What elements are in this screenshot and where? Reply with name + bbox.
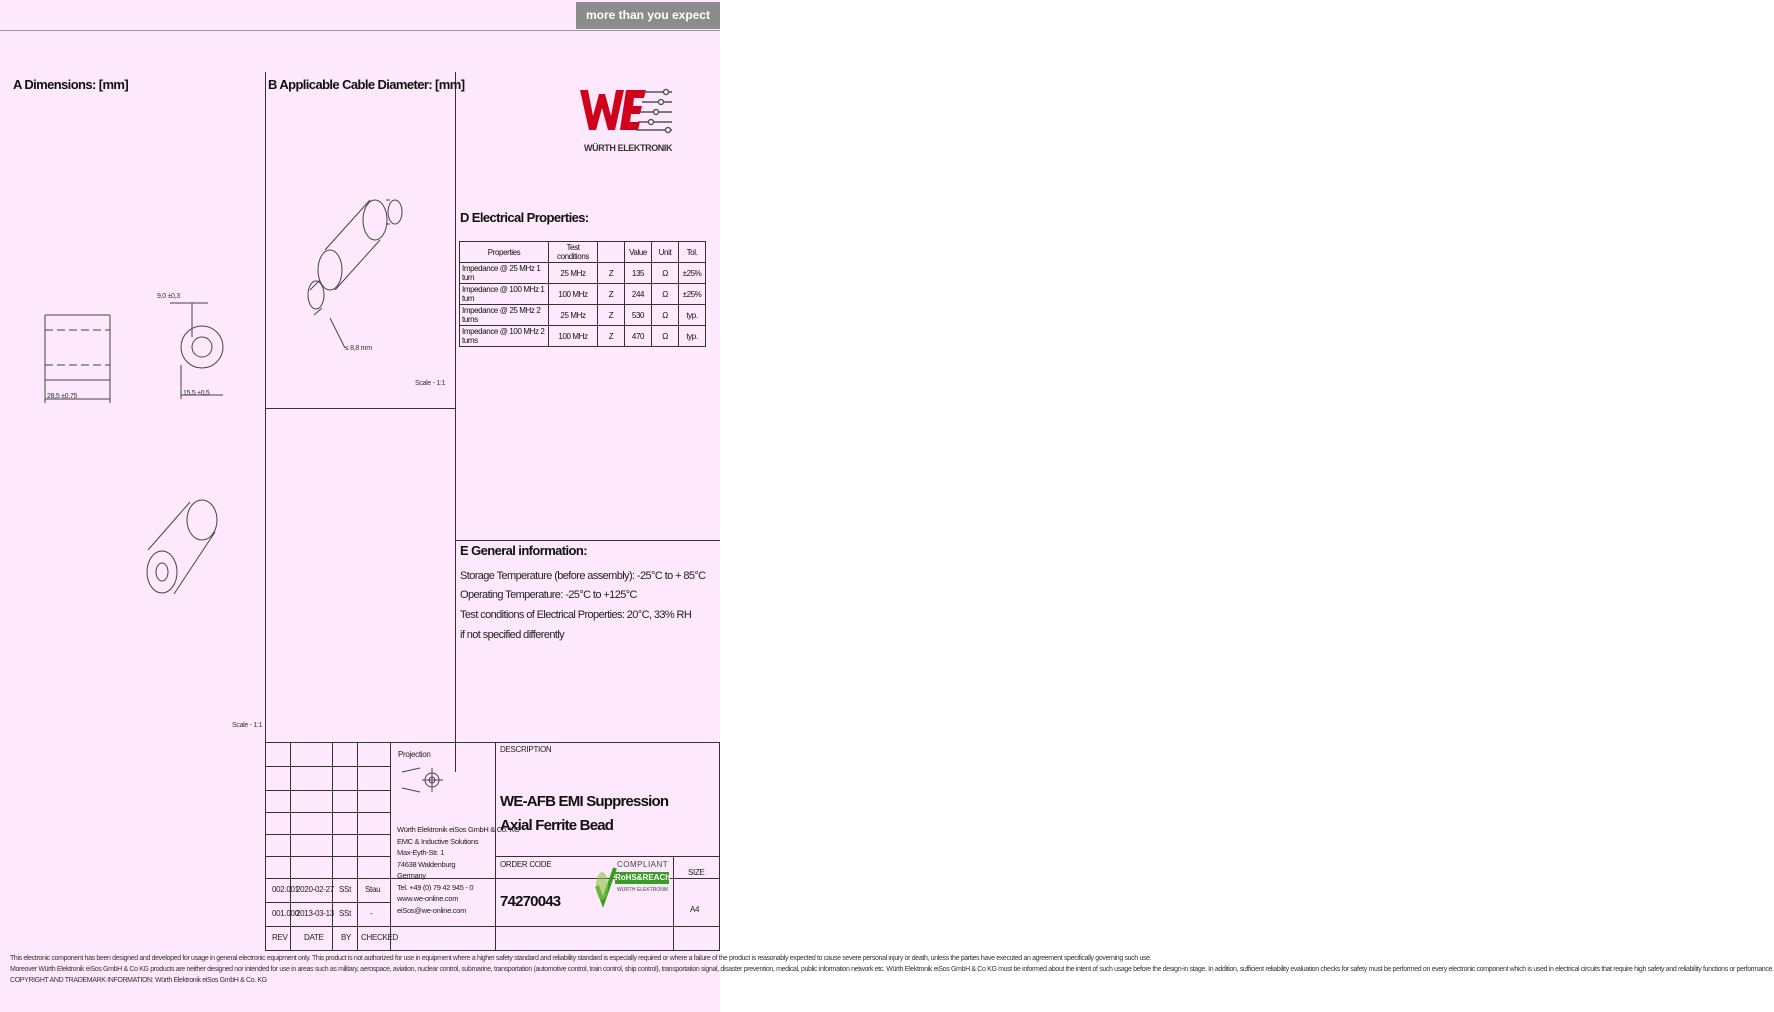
- cell-tolerance: typ.: [679, 305, 706, 326]
- website-link[interactable]: www.we-online.com: [397, 894, 459, 903]
- revblock-row: [265, 856, 390, 857]
- cell-unit: Ω: [652, 326, 679, 347]
- rev-2: 001.000: [272, 909, 299, 918]
- cell-property: Impedance @ 25 MHz 2 turns: [460, 305, 549, 326]
- revblock-row: [265, 834, 390, 835]
- rev-1-by: SSt: [339, 885, 351, 894]
- description-label: DESCRIPTION: [500, 745, 552, 754]
- cell-property: Impedance @ 100 MHz 2 turns: [460, 326, 549, 347]
- cell-unit: Ω: [652, 284, 679, 305]
- header-unit: Unit: [652, 242, 679, 263]
- rev-2-checked: -: [370, 909, 373, 918]
- cell-symbol: Z: [598, 326, 625, 347]
- checked-header: CHECKED: [361, 933, 399, 942]
- page-size: A4: [690, 905, 700, 914]
- revblock-col-3: [357, 742, 358, 950]
- cell-unit: Ω: [652, 263, 679, 284]
- divider-vertical-2: [455, 72, 456, 772]
- rohs-company: WÜRTH ELEKTRONIK: [617, 887, 669, 893]
- order-code: 74270043: [500, 893, 561, 910]
- cell-tolerance: typ.: [679, 326, 706, 347]
- general-info-line-2: Operating Temperature: -25°C to +125°C: [460, 589, 637, 601]
- cell-condition: 100 MHz: [549, 326, 598, 347]
- rohs-compliant-label: COMPLIANT: [617, 860, 669, 869]
- by-header: BY: [341, 933, 352, 942]
- table-row: [460, 305, 706, 326]
- header-test-conditions: Test conditions: [549, 242, 598, 263]
- address-line: EMC & Inductive Solutions: [397, 836, 479, 846]
- cell-unit: Ω: [652, 305, 679, 326]
- rev-1: 002.001: [272, 885, 299, 894]
- outer-diameter-dimension: 15,5 ±0,5: [183, 390, 210, 397]
- check-leaf-icon: [593, 862, 617, 910]
- slogan-banner: more than you expect: [576, 2, 720, 29]
- email-link[interactable]: eiSos@we-online.com: [397, 905, 467, 915]
- cell-value: 470: [625, 326, 652, 347]
- divider-e-top: [455, 540, 720, 541]
- address-line: Max-Eyth-Str. 1: [397, 848, 445, 857]
- general-info-line-4: if not specified differently: [460, 629, 565, 641]
- header-symbol: [598, 242, 625, 263]
- we-logo-icon: [576, 84, 676, 144]
- revblock-col-2: [332, 742, 333, 950]
- rev-1-checked: Stau: [365, 885, 381, 894]
- revblock-col-1: [290, 742, 291, 950]
- header-tolerance: Tol.: [679, 242, 706, 263]
- cell-symbol: Z: [598, 305, 625, 326]
- revblock-row: [265, 902, 390, 903]
- scale-label-3d: Scale - 1:1: [232, 722, 263, 729]
- header-properties: Properties: [460, 242, 549, 263]
- revblock-row: [265, 766, 390, 767]
- table-row: [460, 263, 706, 284]
- revblock-row: [265, 790, 390, 791]
- section-d-title: D Electrical Properties:: [460, 210, 589, 225]
- titleblock-left: [265, 742, 266, 950]
- cell-value: 244: [625, 284, 652, 305]
- inner-diameter-dimension: 9,0 ±0,3: [157, 293, 180, 300]
- product-description: WE-AFB EMI Suppression Axial Ferrite Bead: [500, 793, 669, 834]
- electrical-properties-table: [459, 241, 706, 347]
- cell-symbol: Z: [598, 263, 625, 284]
- company-name: WÜRTH ELEKTRONIK: [584, 143, 673, 153]
- cell-value: 530: [625, 305, 652, 326]
- disclaimer-line-2: Moreover Würth Elektronik eiSos GmbH & Co KG products are neither designed nor intended for use in areas such as military, aerospace, aviation, nuclear control, submarine, transportation (automotive control, train control, ship control), transportation signal, disaster prevention, medical, public information network etc. Würth Elektronik eiSos GmbH & Co KG must be informed about the intent of such usage before the design-in stage. In addition, sufficient reliability evaluation checks for safety must be performed on every electronic component which is used in electrical circuits that require high safety and reliability functions or performance.: [10, 966, 1774, 973]
- order-code-label: ORDER CODE: [500, 860, 552, 869]
- cell-tolerance: ±25%: [679, 284, 706, 305]
- length-dimension: 28,5 ±0,75: [47, 393, 78, 400]
- size-label: SIZE: [688, 868, 705, 877]
- address-line: 74638 Waldenburg: [397, 859, 456, 869]
- divider-vertical-1: [265, 72, 266, 772]
- general-info-line-1: Storage Temperature (before assembly): -25°C to + 85°C: [460, 570, 706, 582]
- rohs-badge: [593, 860, 673, 912]
- titleblock-row: [265, 926, 720, 927]
- cell-tolerance: ±25%: [679, 263, 706, 284]
- scale-label-b: Scale - 1:1: [415, 380, 446, 387]
- address-line: Tel. +49 (0) 79 42 945 - 0: [397, 882, 474, 892]
- table-row: [460, 284, 706, 305]
- address-line: Würth Elektronik eiSos GmbH & Co. KG: [397, 825, 520, 834]
- size-col: [673, 856, 674, 950]
- cell-property: Impedance @ 25 MHz 1 turn: [460, 263, 549, 284]
- header-value: Value: [625, 242, 652, 263]
- cell-property: Impedance @ 100 MHz 1 turn: [460, 284, 549, 305]
- rev-header: REV: [272, 933, 288, 942]
- divider-b-bottom: [265, 408, 455, 409]
- section-a-title: A Dimensions: [mm]: [13, 77, 129, 92]
- date-header: DATE: [304, 933, 324, 942]
- revblock-col-4: [390, 742, 391, 950]
- cell-condition: 25 MHz: [549, 263, 598, 284]
- disclaimer-line-1: This electronic component has been designed and developed for usage in general electronic equipment only. This product is not authorized for use in equipment where a higher safety standard and reliability standard is especially required or where a failure of the product is reasonably expected to cause severe personal injury or death, unless the parties have executed an agreement specifically governing such use.: [10, 955, 1152, 962]
- general-info-line-3: Test conditions of Electrical Properties: 20°C, 33% RH: [460, 609, 692, 621]
- projection-label: Projection: [398, 750, 431, 759]
- revblock-row: [265, 812, 390, 813]
- projection-symbol-icon: [400, 762, 445, 798]
- table-row: [460, 326, 706, 347]
- cell-symbol: Z: [598, 284, 625, 305]
- rev-2-date: 2013-03-13: [296, 909, 334, 918]
- disclaimer-line-3: COPYRIGHT AND TRADEMARK INFORMATION: Würth Elektronik eiSos GmbH & Co. KG: [10, 977, 267, 984]
- cell-condition: 25 MHz: [549, 305, 598, 326]
- rohs-reach-label: RoHS&REACh: [615, 873, 671, 882]
- cable-drawing: [290, 190, 410, 340]
- cell-condition: 100 MHz: [549, 284, 598, 305]
- rev-2-by: SSt: [339, 909, 351, 918]
- section-e-title: E General information:: [460, 543, 587, 558]
- ferrite-3d-drawing: [140, 490, 230, 610]
- wurth-logo: [576, 84, 676, 153]
- titleblock-row: [495, 856, 720, 857]
- section-b-title: B Applicable Cable Diameter: [mm]: [268, 77, 465, 92]
- address-line: Germany: [397, 871, 426, 880]
- titleblock-right: [719, 742, 720, 950]
- cell-value: 135: [625, 263, 652, 284]
- cable-diameter-label: ≤ 8,8 mm: [345, 345, 372, 352]
- titleblock-top: [265, 742, 720, 743]
- table-header-row: [460, 242, 706, 263]
- header-divider: [0, 30, 720, 31]
- titleblock-bottom: [265, 950, 720, 951]
- rev-1-date: 2020-02-27: [296, 885, 334, 894]
